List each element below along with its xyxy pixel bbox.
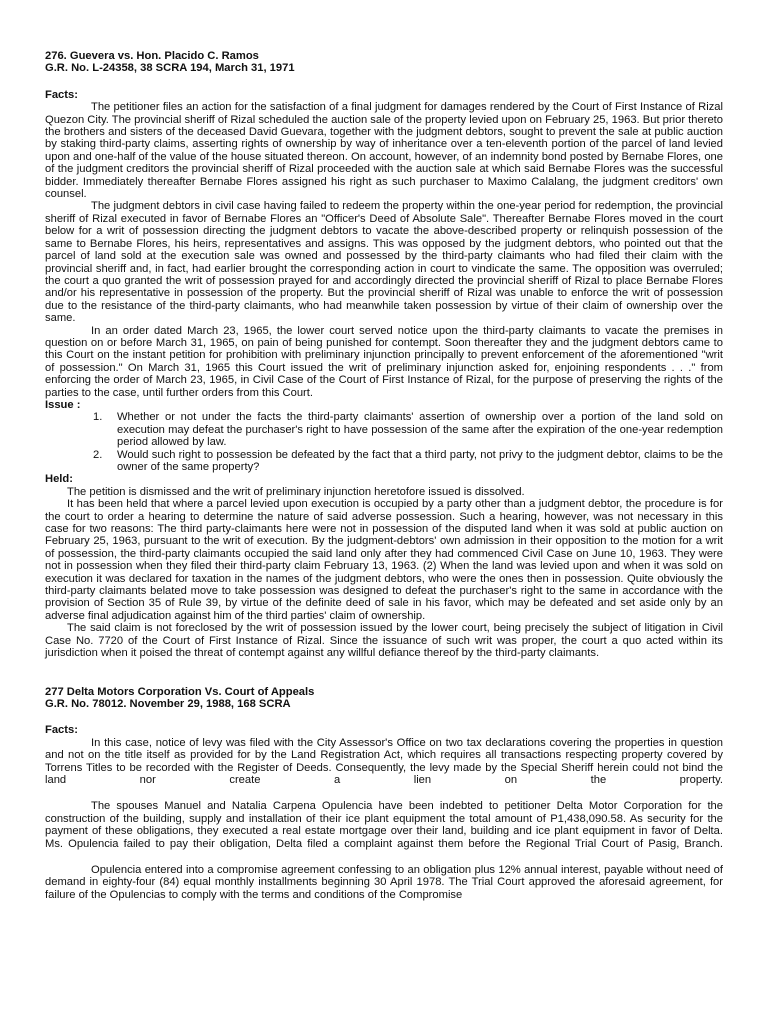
issue-text: Would such right to possession be defeated by the fact that a third party, not privy to the judgment debtor, claims to be the owner of the same property? bbox=[117, 448, 723, 473]
facts-heading: Facts: bbox=[45, 724, 78, 737]
facts-paragraph: In an order dated March 23, 1965, the lower court served notice upon the third-party claimants to vacate the premises in question on or before March 31, 1965, on pain of being punished for contempt. Soon thereafter they and the judgment debtors came to this Court on the instant petition for prohibition with preliminary injunction principally to prevent enforcement of the aforementioned "writ of possession." On March 31, 1965 this Court issued the writ of preliminary injunction asked for, enjoining respondents . . ." from enforcing the order of March 23, 1965, in Civil Case of the Court of First Instance of Rizal, for the purpose of preserving the rights of the parties to the case, until further orders from this Court. bbox=[45, 324, 723, 399]
issue-heading: Issue : bbox=[45, 398, 81, 411]
case-277-title: 277 Delta Motors Corporation Vs. Court of Appeals bbox=[45, 685, 315, 698]
case-276-title: 276. Guevera vs. Hon. Placido C. Ramos bbox=[45, 50, 259, 62]
facts-paragraph: The judgment debtors in civil case having failed to redeem the property within the one-year period for redemption, the provincial sheriff of Rizal executed in favor of Bernabe Flores an "Officer's Deed of Absolute Sale". Thereafter Bernabe Flores moved in the court below for a writ of possession directing the judgment debtors to vacate the above-described property or relinquish possession of the same to Bernabe Flores, his heirs, representatives and assigns. This was opposed by the judgment debtors, who pointed out that the parcel of land sold at the execution sale was owned and possessed by the third-party claimants who had filed their claim with the provincial sheriff and, in fact, had earlier brought the corresponding action in court to vindicate the same. The opposition was overruled; the court a quo granted the writ of possession prayed for and accordingly directed the provincial sheriff of Rizal to place Bernabe Flores and/or his representative in possession of the property. But the provincial sheriff of Rizal was unable to enforce the writ of possession due to the resistance of the third-party claimants, who had meanwhile taken possession by virtue of their claim of ownership over the same. bbox=[45, 200, 723, 325]
held-paragraph: The petition is dismissed and the writ of preliminary injunction heretofore issued is dissolved. bbox=[67, 485, 525, 498]
held-heading: Held: bbox=[45, 473, 73, 486]
held-paragraph: The said claim is not foreclosed by the writ of possession issued by the lower court, being precisely the subject of litigation in Civil Case No. 7720 of the Court of First Instance of Rizal. Since the issuance of such writ was proper, the court a quo acted within its jurisdiction when it poised the threat of contempt against any willful defiance thereof by the third-party claimants. bbox=[45, 622, 723, 660]
held-paragraph: It has been held that where a parcel levied upon execution is occupied by a party other than a judgment debtor, the procedure is for the court to order a hearing to determine the nature of said adverse possession. Such a hearing, however, was not necessary in this case for two reasons: The third party-claimants here were not in possession of the disputed land when it was sold at public auction on February 25, 1963, pursuant to the writ of execution. By the judgment-debtors' own admission in their opposition to the motion for a writ of possession, the third-party claimants occupied the said land only after they had commenced Civil Case on June 10, 1963. They were not in possession when they filed their third-party claim February 13, 1963. (2) When the land was levied upon and when it was sold on execution it was declared for taxation in the names of the judgment debtors, who were the ones then in possession. Quite obviously the third-party claimants belated move to take possession was designed to defeat the purchaser's right to the same in accordance with the provision of Section 35 of Rule 39, by virtue of the definite deed of sale in his favor, which may be defeated and set aside only by an adverse final adjudication against him of the third parties' claim of ownership. bbox=[45, 498, 723, 622]
issue-item bbox=[45, 449, 723, 474]
case-277-citation: G.R. No. 78012. November 29, 1988, 168 SCRA bbox=[45, 697, 291, 710]
issue-text: Whether or not under the facts the third-party claimants' assertion of ownership over a portion of the land sold on execution may defeat the purchaser's right to have possession of the same after the expiration of the one-year redemption period allowed by law. bbox=[117, 411, 723, 449]
issue-number: 2. bbox=[93, 448, 103, 461]
facts-heading: Facts: bbox=[45, 88, 78, 101]
issue-item bbox=[45, 411, 723, 448]
facts-paragraph: The petitioner files an action for the satisfaction of a final judgment for damages rendered by the Court of First Instance of Rizal Quezon City. The provincial sheriff of Rizal scheduled the auction sale of the property levied upon on February 25, 1963. But prior thereto the brothers and sisters of the deceased David Guevara, together with the judgment debtors, sought to prevent the sale at public auction by staking third-party claims, asserting rights of ownership by way of inheritance over a ten-eleventh portion of the parcel of land levied upon and one-half of the value of the house situated thereon. On account, however, of an indemnity bond posted by Bernabe Flores, one of the judgment creditors the provincial sheriff of Rizal proceeded with the auction sale at which said Bernabe Flores was the successful bidder. Immediately thereafter Bernabe Flores assigned his right as such purchaser to Maximo Calalang, the judgment creditors' own counsel. bbox=[45, 101, 723, 201]
facts-paragraph: In this case, notice of levy was filed with the City Assessor's Office on two tax declarations covering the properties in question and not on the title itself as provided for by the Land Registration Act, which requires all transactions respecting property covered by Torrens Titles to be recorded with the Register of Deeds. Consequently, the levy made by the Special Sheriff herein could not bind the land nor create a lien on the property. bbox=[45, 736, 723, 786]
facts-paragraph: The spouses Manuel and Natalia Carpena Opulencia have been indebted to petitioner Delta Motor Corporation for the construction of the building, supply and installation of their ice plant equipment the total amount of P1,438,090.58. As security for the payment of these obligations, they executed a real estate mortgage over their land, building and ice plant equipment in favor of Delta. Ms. Opulencia failed to pay their obligation, Delta filed a complaint against them before the Regional Trial Court of Pasig, Branch. bbox=[45, 800, 723, 850]
facts-paragraph: Opulencia entered into a compromise agreement confessing to an obligation plus 12% annual interest, payable without need of demand in eighty-four (84) equal monthly installments beginning 30 April 1978. The Trial Court approved the aforesaid agreement, for failure of the Opulencias to comply with the terms and conditions of the Compromise bbox=[45, 863, 723, 901]
document-page bbox=[45, 50, 723, 901]
issue-number: 1. bbox=[93, 411, 103, 424]
case-276-citation: G.R. No. L-24358, 38 SCRA 194, March 31, 1971 bbox=[45, 62, 295, 75]
